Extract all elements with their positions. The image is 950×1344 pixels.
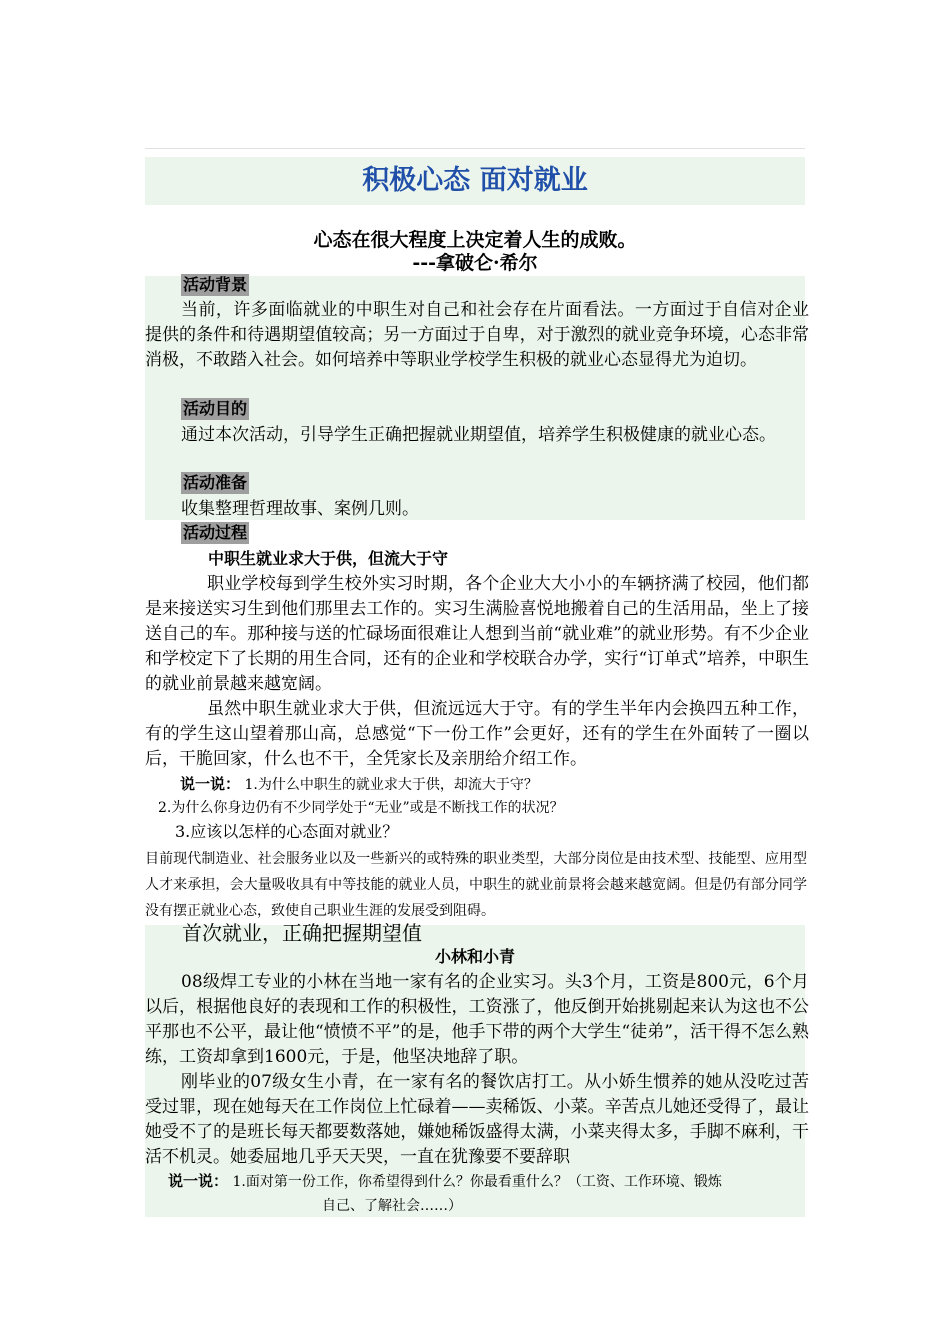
top-divider <box>145 148 805 149</box>
section-label-background: 活动背景 <box>183 275 248 294</box>
quote-text: 心态在很大程度上决定着人生的成败。 <box>313 229 637 251</box>
story-para-1: 08级焊工专业的小林在当地一家有名的企业实习。头3个月，工资是800元，6个月以后，根据他良好的表现和工作的积极性，工资涨了，他反倒开始挑剔起来认为这也不公平那也不公平，最让他“愤愤不平”的是，他手下带的两个大学生“徒弟”，活干得不怎么熟练，工资却拿到1600元，于是，他坚决地辞了职。 <box>145 972 809 1067</box>
question-1: 1.为什么中职生的就业求大于供，却流大于守？ <box>244 777 538 793</box>
story-para-2: 刚毕业的07级女生小青，在一家有名的餐饮店打工。从小娇生惯养的她从没吃过苦受过罪，现在她每天在工作岗位上忙碌着——卖稀饭、小菜。辛苦点儿她还受得了，最让她受不了的是班长每天都要数落她，嫌她稀饭盛得太满，小菜夹得太多，手脚不麻利，干活不机灵。她委屈地几乎天天哭，一直在犹豫要不要辞职 <box>145 1072 809 1167</box>
first-job-heading: 首次就业，正确把握期望值 <box>182 921 422 945</box>
process-subtitle: 中职生就业求大于供，但流大于守 <box>208 549 449 568</box>
say-label-2: 说一说： <box>168 1172 229 1190</box>
process-para-3: 目前现代制造业、社会服务业以及一些新兴的或特殊的职业类型，大部分岗位是由技术型、技能型、应用型人才来承担，会大量吸收具有中等技能的就业人员，中职生的就业前景将会越来越宽阔。但是仍有部分同学没有摆正就业心态，致使自己职业生涯的发展受到阻碍。 <box>145 851 807 919</box>
purpose-text: 通过本次活动，引导学生正确把握就业期望值，培养学生积极健康的就业心态。 <box>181 425 776 445</box>
say-label: 说一说： <box>180 775 241 793</box>
say-line-2 <box>168 1170 722 1193</box>
background-text: 当前，许多面临就业的中职生对自己和社会存在片面看法。一方面过于自信对企业提供的条件和待遇期望值较高；另一方面过于自卑，对于激烈的就业竞争环境，心态非常消极，不敢踏入社会。如何培养中等职业学校学生积极的就业心态显得尤为迫切。 <box>145 300 809 370</box>
process-para-2: 虽然中职生就业求大于供，但流远远大于守。有的学生半年内会换四五种工作，有的学生这山望着那山高，总感觉“下一份工作”会更好，还有的学生在外面转了一圈以后，干脆回家，什么也不干，全凭家长及亲朋给介绍工作。 <box>145 699 809 769</box>
page-title: 积极心态 面对就业 <box>362 165 588 196</box>
quote-author: ---拿破仑·希尔 <box>412 252 538 274</box>
say-line-1 <box>180 773 538 796</box>
first-job-question-1: 1.面对第一份工作，你希望得到什么？你最看重什么？（工资、工作环境、锻炼 <box>232 1174 722 1190</box>
section-label-preparation: 活动准备 <box>183 473 248 492</box>
preparation-text: 收集整理哲理故事、案例几则。 <box>181 499 419 519</box>
question-3: 3.应该以怎样的心态面对就业？ <box>175 822 399 841</box>
process-para-1: 职业学校每到学生校外实习时期，各个企业大大小小的车辆挤满了校园，他们都是来接送实习生到他们那里去工作的。实习生满脸喜悦地搬着自己的生活用品，坐上了接送自己的车。那种接与送的忙碌场面很难让人想到当前“就业难”的就业形势。有不少企业和学校定下了长期的用生合同，还有的企业和学校联合办学，实行“订单式”培养，中职生的就业前景越来越宽阔。 <box>145 574 809 694</box>
first-job-question-1-cont: 自己、了解社会……） <box>322 1198 462 1214</box>
question-2: 2.为什么你身边仍有不少同学处于“无业”或是不断找工作的状况？ <box>158 800 564 816</box>
story-title: 小林和小青 <box>434 947 515 966</box>
section-label-purpose: 活动目的 <box>183 399 248 418</box>
section-label-process: 活动过程 <box>183 523 248 542</box>
